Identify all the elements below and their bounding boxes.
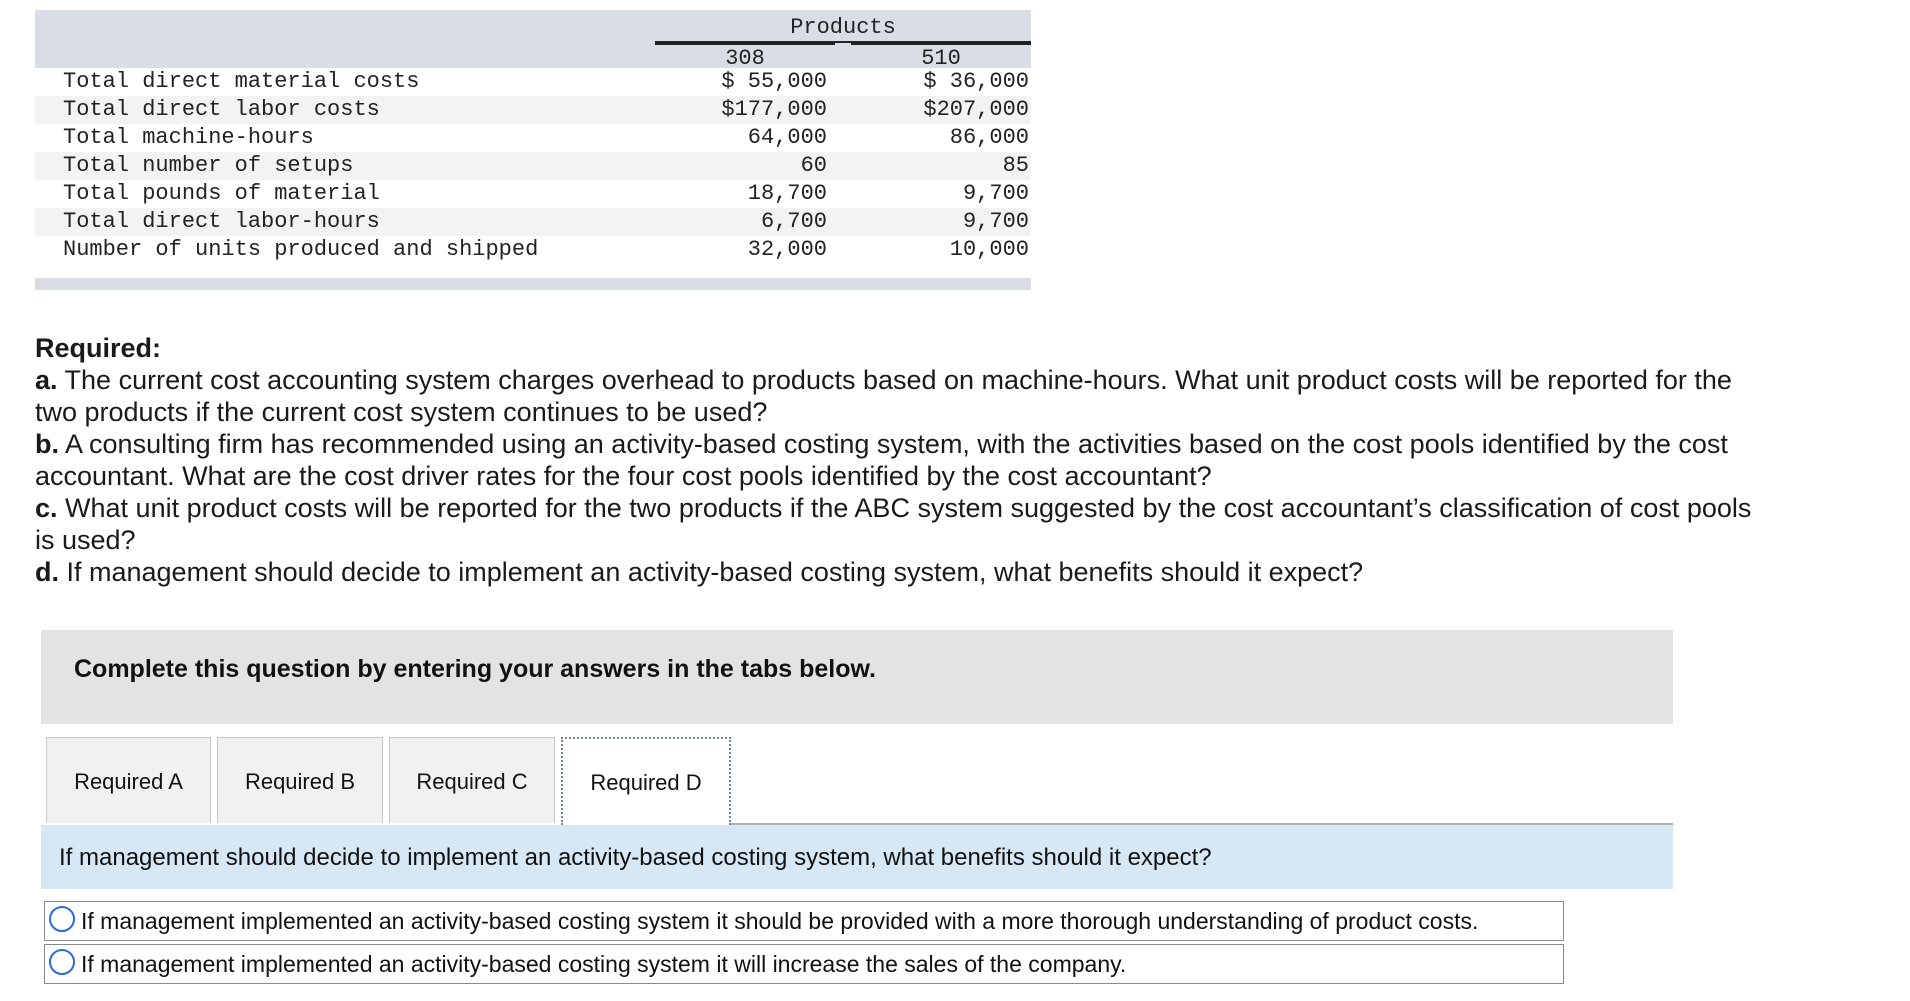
row-label: Number of units produced and shipped	[63, 237, 539, 262]
tab-required-a[interactable]: Required A	[46, 737, 211, 823]
instruction-text: Complete this question by entering your answers in the tabs below.	[74, 655, 876, 683]
table-row	[35, 68, 1031, 96]
question-text: If management should decide to implement an activity-based costing system, what benefits should it expect?	[59, 844, 1212, 871]
row-value-510: 85	[1002, 153, 1029, 178]
row-value-510: $ 36,000	[923, 69, 1029, 94]
row-value-510: 9,700	[962, 209, 1029, 234]
row-value-510: 10,000	[949, 237, 1029, 262]
radio-button-icon[interactable]	[49, 949, 75, 975]
required-key-c: c.	[35, 493, 58, 523]
table-row	[35, 236, 1031, 264]
required-text-c: What unit product costs will be reported for the two products if the ABC system suggested by the cost accountant’s classification of cost pools is used?	[35, 493, 1752, 555]
instruction-banner	[41, 630, 1673, 724]
row-label: Total machine-hours	[63, 125, 314, 150]
row-value-510: 86,000	[949, 125, 1029, 150]
row-value-308: $177,000	[721, 97, 827, 122]
tab-required-d[interactable]: Required D	[561, 737, 731, 825]
required-item-c	[35, 492, 1755, 556]
row-value-510: 9,700	[962, 181, 1029, 206]
product-data-table	[35, 10, 1031, 290]
row-label: Total direct material costs	[63, 69, 420, 94]
row-value-308: 18,700	[747, 181, 827, 206]
column-header-308: 308	[655, 43, 835, 72]
products-group-header: Products	[655, 14, 1031, 43]
row-value-510: $207,000	[923, 97, 1029, 122]
radio-button-icon[interactable]	[49, 906, 75, 932]
column-header-510: 510	[851, 43, 1031, 72]
required-text-a: The current cost accounting system charges overhead to products based on machine-hours. What unit product costs will be reported for the two products if the current cost system continues to be used?	[35, 365, 1732, 427]
table-row	[35, 96, 1031, 124]
table-row	[35, 180, 1031, 208]
answer-option-2[interactable]	[44, 944, 1564, 984]
required-item-a	[35, 364, 1755, 428]
tab-required-c[interactable]: Required C	[389, 737, 555, 823]
required-item-d	[35, 556, 1755, 588]
required-heading: Required:	[35, 333, 162, 363]
table-row	[35, 124, 1031, 152]
required-key-a: a.	[35, 365, 58, 395]
row-value-308: 6,700	[760, 209, 827, 234]
tab-required-b[interactable]: Required B	[217, 737, 383, 823]
answer-option-label: If management implemented an activity-based costing system it should be provided with a more thorough understanding of product costs.	[81, 908, 1479, 934]
required-key-d: d.	[35, 557, 59, 587]
required-text-b: A consulting firm has recommended using an activity-based costing system, with the activities based on the cost pools identified by the cost accountant. What are the cost driver rates for the four cost pools identified by the cost accountant?	[35, 429, 1728, 491]
row-value-308: 32,000	[747, 237, 827, 262]
required-section	[35, 332, 1755, 588]
row-label: Total direct labor costs	[63, 97, 380, 122]
answer-option-1[interactable]	[44, 901, 1564, 941]
row-label: Total direct labor-hours	[63, 209, 380, 234]
row-value-308: 64,000	[747, 125, 827, 150]
row-label: Total number of setups	[63, 153, 354, 178]
required-text-d: If management should decide to implement an activity-based costing system, what benefits should it expect?	[59, 557, 1364, 587]
row-label: Total pounds of material	[63, 181, 380, 206]
table-footer-band	[35, 278, 1031, 290]
required-key-b: b.	[35, 429, 59, 459]
row-value-308: 60	[800, 153, 827, 178]
row-value-308: $ 55,000	[721, 69, 827, 94]
required-item-b	[35, 428, 1755, 492]
table-row	[35, 152, 1031, 180]
question-band	[41, 825, 1673, 889]
answer-option-label: If management implemented an activity-based costing system it will increase the sales of the company.	[81, 951, 1127, 977]
table-row	[35, 208, 1031, 236]
